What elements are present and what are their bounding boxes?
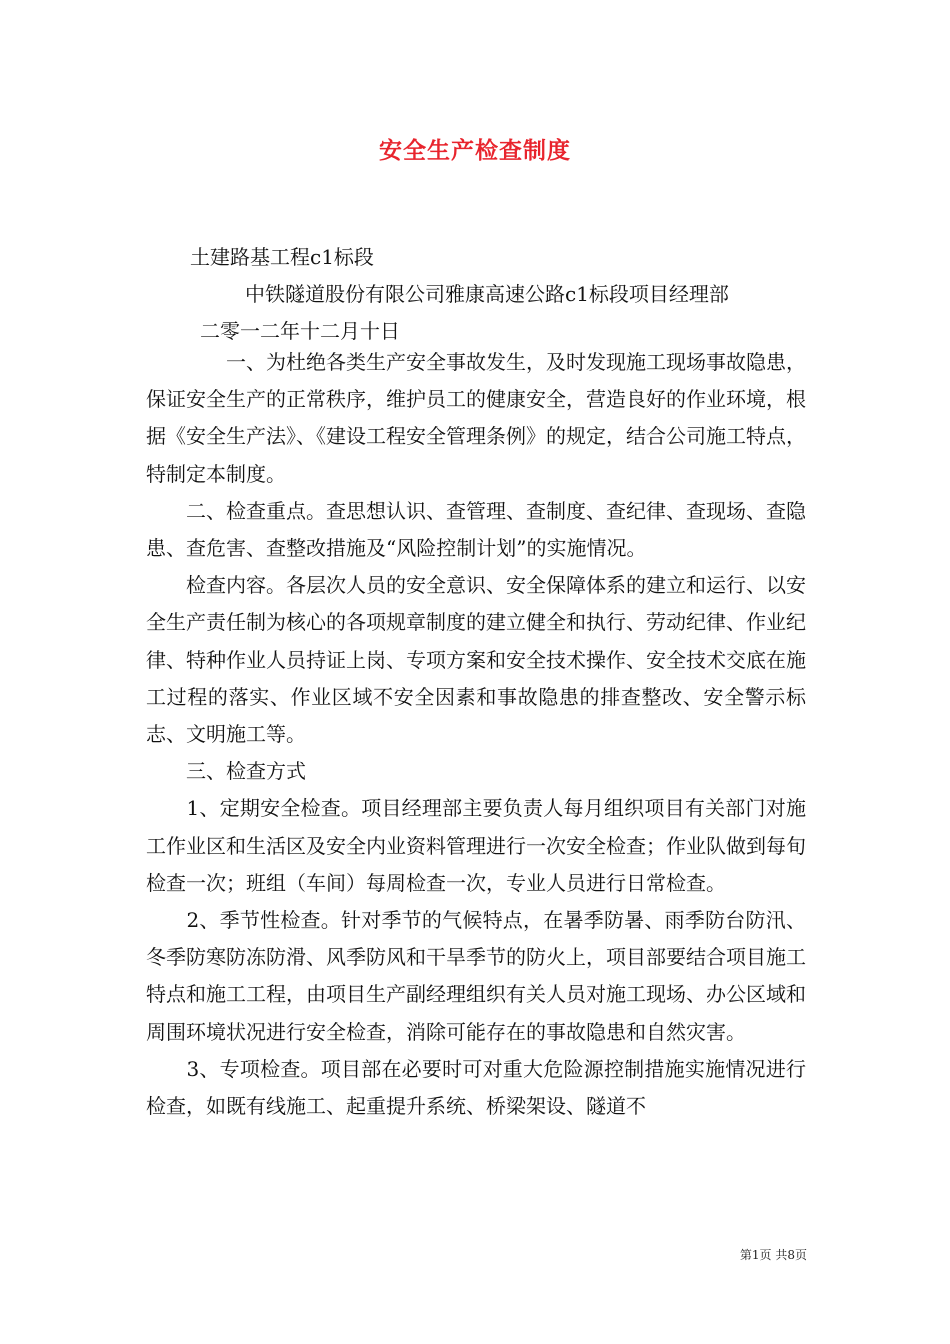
organization-line: 中铁隧道股份有限公司雅康高速公路c1标段项目经理部	[245, 282, 729, 306]
page-number: 第1页 共8页	[739, 1248, 807, 1262]
section-line: 土建路基工程c1标段	[190, 245, 374, 269]
document-body	[146, 344, 806, 1125]
paragraph-special-check: 3、专项检查。项目部在必要时可对重大危险源控制措施实施情况进行检查，如既有线施工、起重提升系统、桥梁架设、隧道不	[146, 1056, 806, 1119]
paragraph-key-points: 二、检查重点。查思想认识、查管理、查制度、查纪律、查现场、查隐患、查危害、查整改措施及“风险控制计划”的实施情况。	[146, 498, 806, 561]
paragraph-periodic-check: 1、定期安全检查。项目经理部主要负责人每月组织项目有关部门对施工作业区和生活区及安全内业资料管理进行一次安全检查；作业队做到每旬检查一次；班组（车间）每周检查一次，专业人员进行日常检查。	[146, 796, 806, 895]
paragraph-content: 检查内容。各层次人员的安全意识、安全保障体系的建立和运行、以安全生产责任制为核心的各项规章制度的建立健全和执行、劳动纪律、作业纪律、特种作业人员持证上岗、专项方案和安全技术操作、安全技术交底在施工过程的落实、作业区域不安全因素和事故隐患的排查整改、安全警示标志、文明施工等。	[146, 573, 806, 747]
date-line: 二零一二年十二月十日	[200, 319, 400, 343]
document-title: 安全生产检查制度	[379, 138, 571, 164]
paragraph-purpose: 一、为杜绝各类生产安全事故发生，及时发现施工现场事故隐患，保证安全生产的正常秩序，维护员工的健康安全，营造良好的作业环境，根据《安全生产法》、《建设工程安全管理条例》的规定，结合公司施工特点，特制定本制度。	[146, 350, 806, 486]
paragraph-seasonal-check: 2、季节性检查。针对季节的气候特点，在暑季防暑、雨季防台防汛、冬季防寒防冻防滑、风季防风和干旱季节的防火上，项目部要结合项目施工特点和施工工程，由项目生产副经理组织有关人员对施工现场、办公区域和周围环境状况进行安全检查，消除可能存在的事故隐患和自然灾害。	[146, 908, 806, 1044]
paragraph-methods-heading: 三、检查方式	[146, 759, 306, 784]
